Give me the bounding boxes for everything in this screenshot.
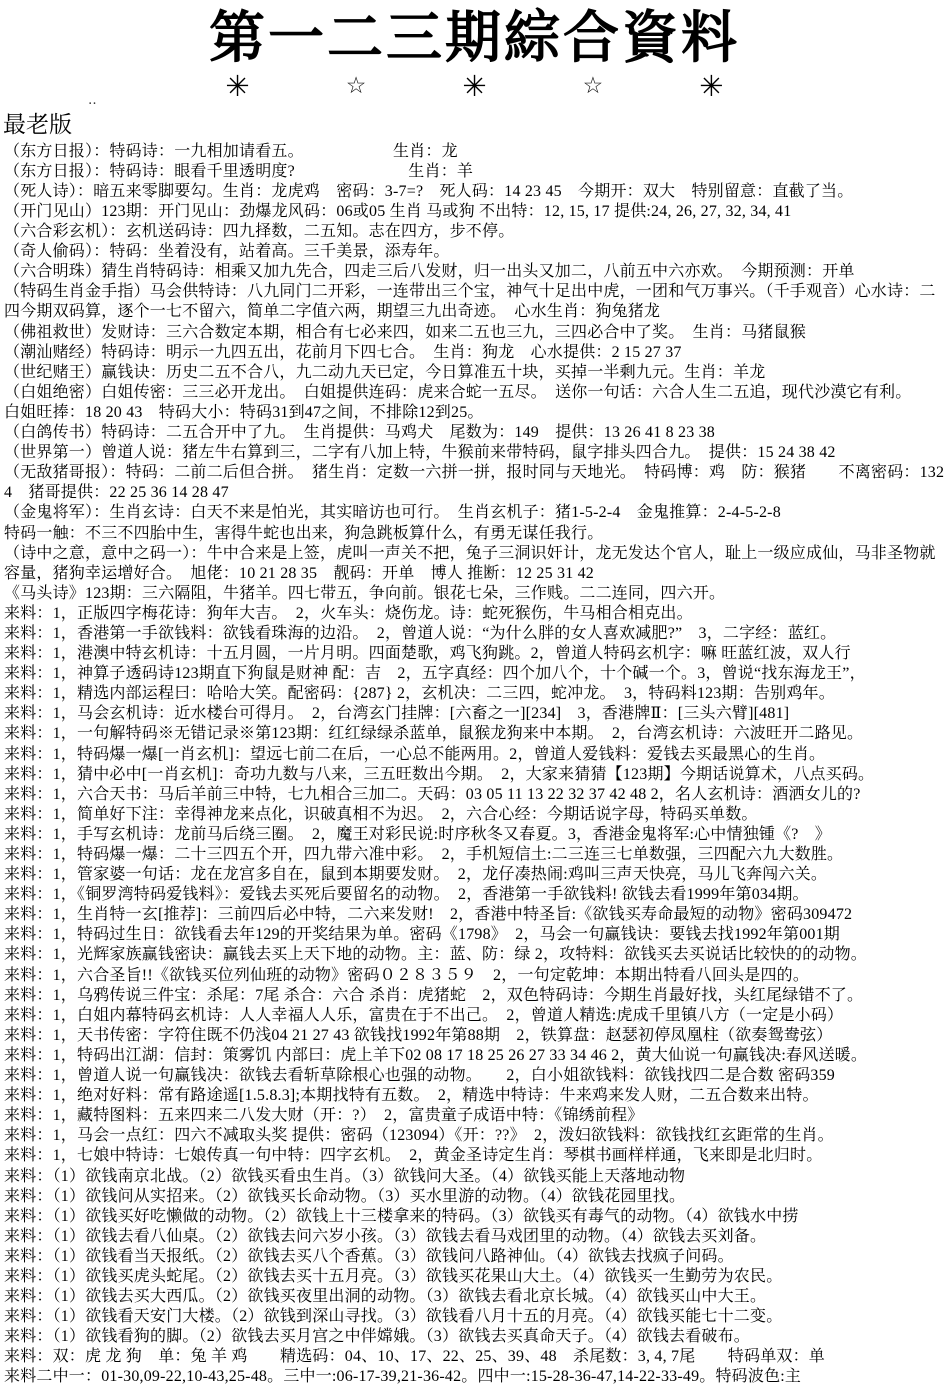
document-page <box>0 8 949 1396</box>
text-line: （死人诗）：暗五来零脚要勾。生肖：龙虎鸡 密码：3-7=? 死人码：14 23 45 今期开：双大 特别留意：直截了当。 <box>4 182 854 200</box>
text-line: （诗中之意，意中之码一）：牛中合来是上签，虎叫一声关不把，兔子三洞识奸计，龙无发达个官人，耻上一级应成仙，马非圣物就容量，猪狗幸运增好合。 旭佬：10 21 28 35 靓码：开单 博人 推断：12 25 31 42 <box>4 544 936 582</box>
text-line: 来料：（1）欲钱看狗的脚。（2）欲钱去买月宫之中伴嫦娥。（3）欲钱去买真命天子。（4）欲钱去看破布。 <box>4 1328 751 1346</box>
star-asterisk-icon: ✳︎ <box>699 71 724 104</box>
text-line: 来料：1，特码爆一爆[一肖玄机]：望远七前二在后，一心总不能两用。2，曾道人爱钱料：爱钱去买最黑心的生肖。 <box>4 745 826 763</box>
text-line: 来料：（1）欲钱看天安门大楼。（2）欲钱到深山寻找。（3）欲钱看八月十五的月亮。（4）欲钱买能七十二变。 <box>4 1308 783 1326</box>
star-asterisk-icon: ✳︎ <box>225 71 250 104</box>
text-line: 来料：1，马会玄机诗：近水楼台可得月。 2，台湾玄门挂牌：[六畜之一][234] 3，香港牌Ⅱ：[三头六臂][481] <box>4 705 790 723</box>
text-line: 来料：双：虎 龙 狗 单：兔 羊 鸡 精选码：04、10、17、22、25、39、48 杀尾数：3, 4, 7尾 特码单双：单 <box>4 1348 826 1366</box>
dots-decoration: ‥ <box>88 92 100 107</box>
text-line: 来料：1，七娘中特诗：七娘传真一句中特：四字玄机。 2，黄金圣诗定生肖：琴棋书画样样通，飞来即是北归时。 <box>4 1147 823 1165</box>
text-line: 来料：（1）欲钱看当天报纸。（2）欲钱去买八个香蕉。（3）欲钱问八路神仙。（4）欲钱去找疯子问码。 <box>4 1247 734 1265</box>
text-line: （潮汕赌经）特码诗：明示一九四五出，花前月下四七合。 生肖：狗龙 心水提供：2 15 27 37 <box>4 343 682 361</box>
content-lines <box>0 142 949 1388</box>
text-line: 来料二中一：01-30,09-22,10-43,25-48。三中一:06-17-39,21-36-42。四中一:15-28-36-47,14-22-33-49。特码波色:主 <box>4 1368 802 1386</box>
text-line: 来料：1，《铜罗湾特码爱钱料》：爱钱去买死后要留名的动物。 2，香港第一手欲钱料! 欲钱去看1999年第034期。 <box>4 886 809 904</box>
text-line: （无敌猪哥报）：特码：二前二后但合拼。 猪生肖：定数一六拼一拼，报时同与天地光。 特码博：鸡 防：猴猪 不离密码：1324 猪哥提供：22 25 36 14 28 47 <box>4 464 945 502</box>
text-line: 来料：（1）欲钱去看八仙桌。（2）欲钱去问六岁小孩。（3）欲钱去看马戏团里的动物。（4）欲钱去买刘备。 <box>4 1227 767 1245</box>
text-line: （奇人偷码）：特码：坐着没有，站着高。三千美景，添寿年。 <box>4 243 450 261</box>
text-line: 来料：1，天书传密：字符住既不仍浅04 21 27 43 欲钱找1992年第88期 2，铁算盘：赵瑟初停凤凰柱（欲奏鸳鸯弦） <box>4 1026 833 1044</box>
text-line: （金鬼将军）：生肖玄诗：白天不来是怕光，其实暗访也可行。 生肖玄机子：猪1-5-2-4 金鬼推算：2-4-5-2-8 <box>4 504 781 522</box>
text-line: 来料：1，猜中必中[一肖玄机]：奇功九数与八来，三五旺数出今期。 2，大家来猜猜【123期】今期话说算术，八点买码。 <box>4 765 875 783</box>
hollow-star-icon: ☆ <box>345 73 367 99</box>
text-line: 来料：1，精选内部运程曰：哈哈大笑。配密码：{287} 2，玄机决：二三四，蛇冲龙。 3，特码料123期：告别鸡年。 <box>4 685 835 703</box>
text-line: 来料：1，神算子透码诗123期直下狗鼠是财神 配：吉 2，五字真经：四个加八个，十个碱一个。3，曾说“找东海龙王”， <box>4 665 866 683</box>
page-title: 第一二三期綜合資料 <box>209 8 740 70</box>
hollow-star-icon: ☆ <box>582 73 604 99</box>
text-line: （白姐绝密）白姐传密：三三必开龙出。 白姐提供连码：虎来合蛇一五尽。 送你一句话：六合人生二五追，现代沙漠它有利。 白姐旺捧：18 20 43 特码大小：特码31到47之间，不排除12到25。 <box>4 383 936 421</box>
text-line: 来料：1，绝对好料：常有路途遥[1.5.8.3];本期找特有五数。 2，精选中特诗：牛来鸡来发人财，二五合数来出特。 <box>4 1087 819 1105</box>
text-line: （东方日报）：特码诗：眼看千里透明度? 生肖：羊 <box>4 162 474 180</box>
text-line: 来料：1，六合圣旨!!《欲钱买位列仙班的动物》密码０２８３５９ 2，一句定乾坤：本期出特看八回头是四的。 <box>4 966 810 984</box>
text-line: 来料：（1）欲钱买虎头蛇尾。（2）欲钱去买十五月亮。（3）欲钱买花果山大土。（4）欲钱买一生勤劳为农民。 <box>4 1267 783 1285</box>
section-label: 最老版 <box>3 111 72 137</box>
text-line: 《马头诗》123期：三六隔阻，牛猪羊。四七带五，争向前。银花七朵，三作贱。二二连同，四六开。 <box>4 584 726 602</box>
text-line: 来料：1，简单好下注：幸得神龙来点化，识破真相不为迟。 2，六合心经：今期话说字母，特码买单数。 <box>4 805 758 823</box>
text-line: 来料：1，生肖特一玄[推荐]：三前四后必中特，二六来发财! 2，香港中特圣旨:《欲钱买寿命最短的动物》密码309472 <box>4 906 853 924</box>
text-line: 来料：1，特码出江湖：信封：策雾饥 内部曰：虎上羊下02 08 17 18 25 26 27 33 34 46 2，黄大仙说一句赢钱决:春风送暖。 <box>4 1046 868 1064</box>
text-line: （世纪赌王）赢钱诀：历史二五不合八，九二动九天已定，今日算准五十块，买掉一半剩九元。生肖：羊龙 <box>4 363 766 381</box>
text-line: （世界第一）曾道人说：猪左牛右算到三，二字有八加上特，牛猴前来带特码，鼠字排头四合九。 提供：15 24 38 42 <box>4 444 836 462</box>
text-line: （六合彩玄机）：玄机送码诗：四九择数，二五知。志在四方，步不停。 <box>4 223 515 241</box>
text-line: （白鸽传书）特码诗：二五合开中了九。 生肖提供：马鸡犬 尾数为：149 提供：13 26 41 8 23 38 <box>4 424 716 442</box>
text-line: 来料：1，白姐内幕特码玄机诗：人人幸福人人乐，富贵在于不出己。 2，曾道人精选:虎成千里镇八方（一定是小码） <box>4 1006 844 1024</box>
text-line: （东方日报）：特码诗：一九相加请看五。 生肖：龙 <box>4 142 458 160</box>
text-line: 来料：1，藏特图料：五来四来二八发大财（开：?） 2，富贵童子成语中特：《锦绣前程》 <box>4 1107 644 1125</box>
text-line: 来料：1，乌鸦传说三件宝：杀尾：7尾 杀合：六合 杀肖：虎猪蛇 2，双色特码诗：今期生肖最好找，头红尾绿错不了。 <box>4 986 864 1004</box>
text-line: 来料：1，正版四字梅花诗：狗年大吉。 2，火车头：烧伤龙。诗：蛇死猴伤，牛马相合相克出。 <box>4 604 693 622</box>
text-line: 来料：（1）欲钱南京北战。（2）欲钱买看虫生肖。（3）欲钱问大圣。（4）欲钱买能上天落地动物 <box>4 1167 686 1185</box>
text-line: 来料：1，一句解特码※无错记录※第123期：红红绿绿杀蓝单，鼠猴龙狗来中本期。 2，台湾玄机诗：六波旺开二路见。 <box>4 725 864 743</box>
text-line: （佛祖救世）发财诗：三六合数定本期，相合有七必来四，如来二五也三九，三四必合中了奖。 生肖：马猪鼠猴 <box>4 323 807 341</box>
text-line: 来料：1，六合天书：马后羊前三中特，七九相合三加二。天码：03 05 11 13 22 32 37 42 48 2，名人玄机诗：酒洒女儿的? <box>4 785 861 803</box>
text-line: 来料：1，曾道人说一句赢钱决：欲钱去看斩草除根心也强的动物。 2，白小姐欲钱料：欲钱找四二是合数 密码359 <box>4 1067 836 1085</box>
text-line: （特码生肖金手指）马会供特诗：八九同门二开彩，一连带出三个宝，神气十足出中虎，一团和气万事兴。（千手观音）心水诗：二四今期双码算，逐个一七不留六，简单二字值六两，期望三九出奇迹。 心水生肖：狗兔猪龙 <box>4 283 936 321</box>
text-line: 来料：1，管家婆一句话：龙在龙宫多自在，鼠到本期要发财。 2，龙仔凑热闹:鸡叫三声天快亮，马儿飞奔闯六关。 <box>4 866 828 884</box>
star-asterisk-icon: ✳︎ <box>462 71 487 104</box>
text-line: 来料：（1）欲钱问从实招来。（2）欲钱买长命动物。（3）买水里游的动物。（4）欲钱花园里找。 <box>4 1187 686 1205</box>
text-line: 来料：1，马会一点红：四六不减取头奖 提供：密码（123094）《开：??》 2，泼妇欲钱料：欲钱找红玄距常的生肖。 <box>4 1127 834 1145</box>
text-line: 来料：1，特码爆一爆：二十三四五个开，四九带六准中彩。 2，手机短信土:二三连三七单数强，三四配六九大数胜。 <box>4 846 844 863</box>
star-decoration-row <box>0 72 949 104</box>
text-line: （六合明珠）猜生肖特码诗：相乘又加九先合，四走三后八发财，归一出头又加二，八前五中六亦欢。 今期预测：开单 <box>4 263 855 281</box>
text-line: （开门见山）123期：开门见山：劲爆龙风码：06或05 生肖 马或狗 不出特：12, 15, 17 提供:24, 26, 27, 32, 34, 41 <box>4 203 792 220</box>
text-line: 来料：1，港澳中特玄机诗：十五月圆，一片月明。四面楚歌，鸡飞狗跳。2，曾道人特码玄机字：嘛 旺蓝红波，双人行 <box>4 645 851 663</box>
text-line: 来料：（1）欲钱去买大西瓜。（2）欲钱买夜里出洞的动物。（3）欲钱去看北京长城。（4）欲钱买山中大王。 <box>4 1288 767 1306</box>
text-line: 来料：（1）欲钱买好吃懒做的动物。（2）欲钱上十三楼拿来的特码。（3）欲钱买有毒气的动物。（4）欲钱水中捞 <box>4 1207 799 1225</box>
text-line: 特码一触：不三不四胎中生，害得牛蛇也出来，狗急跳板算什么，有勇无谋任我行。 <box>4 524 604 542</box>
text-line: 来料：1，光辉家族赢钱密诀：赢钱去买上天下地的动物。主：蓝、防：绿 2，攻特料：欲钱买去买说话比较快的的动物。 <box>4 946 868 964</box>
text-line: 来料：1，手写玄机诗：龙前马后绕三圈。 2，魔王对彩民说:时序秋冬又春夏。3，香港金鬼将军:心中情独锺《? 》 <box>4 825 831 843</box>
text-line: 来料：1，特码过生日：欲钱看去年129的开奖结果为单。密码《1798》 2，马会一句赢钱诀：要钱去找1992年第001期 <box>4 926 841 944</box>
text-line: 来料：1，香港第一手欲钱料：欲钱看珠海的边沿。 2，曾道人说：“为什么胖的女人喜欢减肥?” 3，二字经：蓝红。 <box>4 624 837 642</box>
